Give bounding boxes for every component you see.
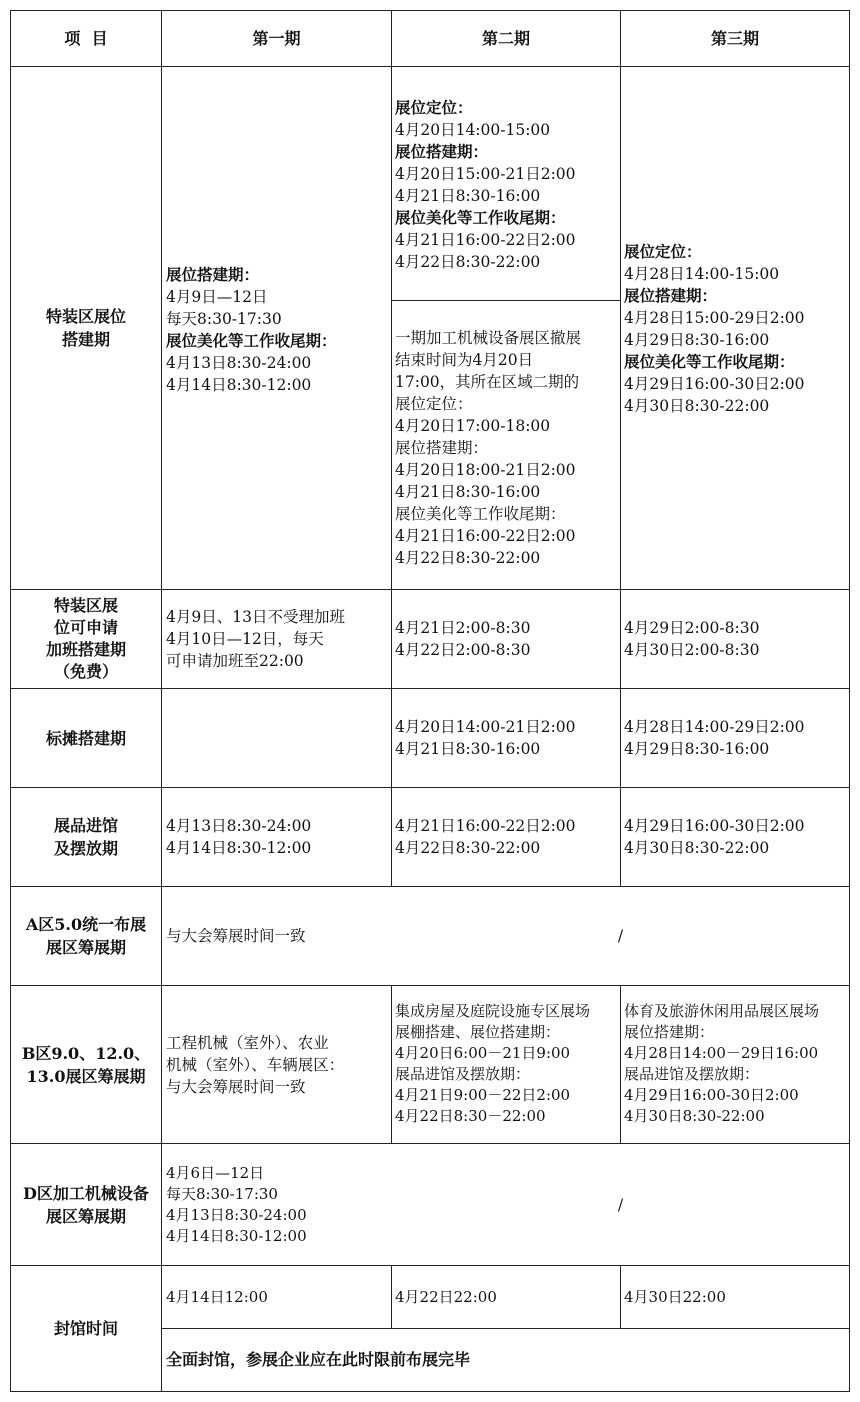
note-line: 展品进馆及摆放期： [395,1065,531,1083]
time-line: 4月13日8:30-24:00 [166,354,312,372]
section-heading: 展位搭建期： [624,286,718,305]
row-label-special-build [11,67,161,589]
row-label-line: D区加工机械设备 [23,1183,149,1203]
time-line: 4月6日—12日 [166,1163,265,1182]
row-label-line: （免费） [53,662,118,681]
time-line: 4月29日8:30-16:00 [624,740,770,758]
row-label-line: 加班搭建期 [45,640,126,659]
time-line: 4月13日8:30-24:00 [166,817,312,835]
column-divider [391,985,392,1143]
exhibits-phase2 [395,788,617,886]
overtime-phase3 [624,590,846,688]
zone-d-phase1 [166,1144,388,1265]
time-line: 4月20日6:00－21日9:00 [395,1044,571,1062]
time-line: 4月30日8:30-22:00 [624,397,770,415]
exhibits-phase1 [166,788,388,886]
overtime-phase1 [166,590,388,688]
time-line: 4月29日16:00-30日2:00 [624,817,805,835]
section-heading: 展位定位： [624,242,702,261]
booth-phase1 [166,689,388,787]
closing-phase3: 4月30日22:00 [624,1288,726,1306]
note-line: 体育及旅游休闲用品展区展场 [624,1002,820,1020]
row-label-line: 搭建期 [61,330,110,349]
time-line: 4月21日16:00-22日2:00 [395,231,576,249]
column-divider [620,10,621,886]
note-line: 工程机械（室外）、农业 [166,1033,329,1052]
note-line: 机械（室外）、车辆展区： [166,1055,345,1074]
row-label-overtime [11,590,161,688]
column-divider [161,10,162,1392]
row-label-zone-a [11,887,161,985]
column-divider [391,10,392,886]
note-line: 展棚搭建、展位搭建期： [395,1023,561,1041]
row-label-line: 展品进馆 [53,816,118,835]
time-line: 4月28日14:00－29日16:00 [624,1044,819,1062]
row-label-line: 13.0展区筹展期 [26,1066,146,1086]
row-label-line: 位可申请 [53,618,118,637]
time-line: 4月21日16:00-22日2:00 [395,817,576,835]
time-line: 4月29日16:00-30日2:00 [624,1086,799,1104]
booth-phase3 [624,689,846,787]
zone-a-phase1: 与大会筹展时间一致 [166,927,306,945]
note-line: 结束时间为4月20日 [395,351,534,369]
time-line: 4月29日16:00-30日2:00 [624,375,805,393]
zone-b-phase1 [166,986,388,1143]
header-phase1: 第一期 [252,28,301,48]
time-line: 4月21日8:30-16:00 [395,740,541,758]
phase2-split-divider [391,300,620,301]
note-line: 展位美化等工作收尾期： [395,505,566,523]
time-line: 4月20日17:00-18:00 [395,417,551,435]
zone-d-phase23-empty: / [617,1195,624,1214]
section-heading: 展位美化等工作收尾期： [166,331,337,350]
special-build-phase1 [166,264,388,396]
row-label-line: 特装区展位 [45,307,126,326]
time-line: 4月28日15:00-29日2:00 [624,309,805,327]
header-phase3: 第三期 [710,28,759,48]
time-line: 4月28日14:00-29日2:00 [624,718,805,736]
closing-phase1: 4月14日12:00 [166,1288,268,1306]
time-line: 4月14日8:30-12:00 [166,1226,307,1245]
table-border-right [849,10,850,1392]
time-line: 4月21日8:30-16:00 [395,187,541,205]
exhibits-phase3 [624,788,846,886]
row-label-zone-b [11,986,161,1143]
section-heading: 展位美化等工作收尾期： [395,208,566,227]
note-line: 一期加工机械设备展区撤展 [395,329,582,347]
row-label-line: 展区筹展期 [45,938,126,957]
time-line: 4月14日8:30-12:00 [166,839,312,857]
time-line: 4月21日16:00-22日2:00 [395,527,576,545]
time-line: 4月13日8:30-24:00 [166,1205,307,1224]
row-label-booth: 标摊搭建期 [45,728,126,748]
time-line: 4月9日—12日 [166,288,268,306]
booth-phase2 [395,689,617,787]
time-line: 4月29日8:30-16:00 [624,331,770,349]
time-line: 4月14日8:30-12:00 [166,376,312,394]
time-line: 每天8:30-17:30 [166,310,282,328]
note-line: 展位搭建期： [624,1023,715,1041]
section-heading: 展位搭建期： [166,265,260,284]
row-label-line: B区9.0、12.0、 [21,1043,151,1063]
time-line: 4月21日9:00－22日2:00 [395,1086,571,1104]
note-line: 集成房屋及庭院设施专区展场 [395,1002,591,1020]
column-divider [620,1265,621,1328]
header-item: 项 目 [64,28,108,48]
row-label-closing: 封馆时间 [53,1319,118,1338]
column-divider [391,1265,392,1328]
zone-b-phase3 [624,1001,846,1127]
time-line: 4月30日8:30-22:00 [624,1107,765,1125]
special-build-phase2-b [395,327,617,569]
time-line: 4月22日8:30-22:00 [395,839,541,857]
row-label-line: 展区筹展期 [45,1206,126,1226]
time-line: 4月10日—12日，每天 [166,630,324,648]
overtime-phase2 [395,590,617,688]
time-line: 4月20日18:00-21日2:00 [395,461,576,479]
time-line: 4月22日8:30-22:00 [395,549,541,567]
time-line: 4月9日、13日不受理加班 [166,608,345,626]
header-phase2: 第二期 [481,28,530,48]
time-line: 4月21日8:30-16:00 [395,483,541,501]
table-border-bottom [10,1391,850,1392]
special-build-phase2-a [395,97,617,273]
row-label-zone-d [11,1144,161,1265]
special-build-phase3 [624,241,846,417]
time-line: 4月30日8:30-22:00 [624,839,770,857]
zone-a-phase23-empty: / [617,927,624,945]
row-label-line: 特装区展 [53,596,118,615]
section-heading: 展位美化等工作收尾期： [624,352,795,371]
time-line: 4月22日8:30-22:00 [395,253,541,271]
note-line: 展位定位： [395,395,473,413]
time-line: 4月21日2:00-8:30 [395,619,531,637]
time-line: 4月30日2:00-8:30 [624,641,760,659]
note-line: 17:00，其所在区域二期的 [395,373,580,391]
time-line: 4月29日2:00-8:30 [624,619,760,637]
section-heading: 展位搭建期： [395,142,489,161]
time-line: 可申请加班至22:00 [166,652,304,670]
time-line: 4月20日14:00-21日2:00 [395,718,576,736]
column-divider [620,985,621,1143]
note-line: 与大会筹展时间一致 [166,1077,306,1096]
time-line: 4月22日8:30－22:00 [395,1107,546,1125]
closing-note: 全面封馆，参展企业应在此时限前布展完毕 [166,1350,471,1369]
row-label-line: 及摆放期 [53,839,118,858]
time-line: 4月20日14:00-15:00 [395,121,551,139]
note-line: 展品进馆及摆放期： [624,1065,760,1083]
time-line: 每天8:30-17:30 [166,1184,278,1203]
section-heading: 展位定位： [395,98,473,117]
time-line: 4月28日14:00-15:00 [624,265,780,283]
time-line: 4月20日15:00-21日2:00 [395,165,576,183]
zone-b-phase2 [395,1001,617,1127]
closing-phase2: 4月22日22:00 [395,1288,497,1306]
time-line: 4月22日2:00-8:30 [395,641,531,659]
row-label-exhibits [11,788,161,886]
row-label-line: A区5.0统一布展 [25,915,147,934]
note-line: 展位搭建期： [395,439,489,457]
